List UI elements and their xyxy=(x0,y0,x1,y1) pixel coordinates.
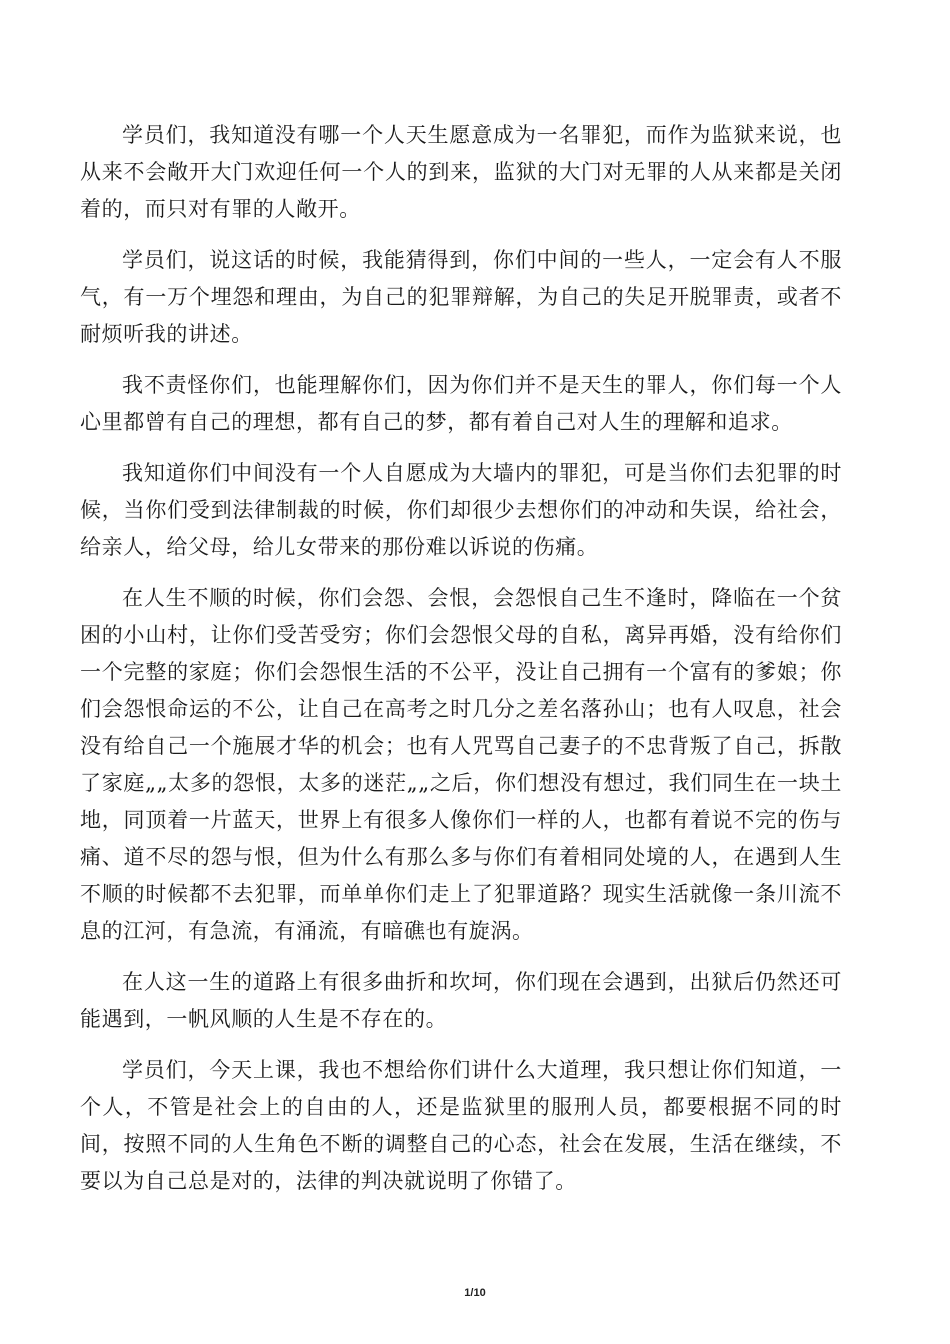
paragraph: 学员们，今天上课，我也不想给你们讲什么大道理，我只想让你们知道，一个人，不管是社会上的自由的人，还是监狱里的服刑人员，都要根据不同的时间，按照不同的人生角色不断的调整自己的心态，社会在发展，生活在继续，不要以为自己总是对的，法律的判决就说明了你错了。 xyxy=(80,1058,842,1193)
paragraph: 我不责怪你们，也能理解你们，因为你们并不是天生的罪人，你们每一个人心里都曾有自己的理想，都有自己的梦，都有着自己对人生的理解和追求。 xyxy=(80,373,842,434)
paragraph: 我知道你们中间没有一个人自愿成为大墙内的罪犯，可是当你们去犯罪的时候，当你们受到法律制裁的时候，你们却很少去想你们的冲动和失误，给社会，给亲人，给父母，给儿女带来的那份难以诉说的伤痛。 xyxy=(80,461,842,559)
paragraph: 在人生不顺的时候，你们会怨、会恨，会怨恨自己生不逢时，降临在一个贫困的小山村，让你们受苦受穷；你们会怨恨父母的自私，离异再婚，没有给你们一个完整的家庭；你们会怨恨生活的不公平，没让自己拥有一个富有的爹娘；你们会怨恨命运的不公，让自己在高考之时几分之差名落孙山；也有人叹息，社会没有给自己一个施展才华的机会；也有人咒骂自己妻子的不忠背叛了自己，拆散了家庭„„太多的怨恨，太多的迷茫„„之后，你们想没有想过，我们同生在一块土地，同顶着一片蓝天，世界上有很多人像你们一样的人，也都有着说不完的伤与痛、道不尽的怨与恨，但为什么有那么多与你们有着相同处境的人，在遇到人生不顺的时候都不去犯罪，而单单你们走上了犯罪道路？现实生活就像一条川流不息的江河，有急流，有涌流，有暗礁也有旋涡。 xyxy=(80,586,842,943)
paragraph: 在人这一生的道路上有很多曲折和坎坷，你们现在会遇到，出狱后仍然还可能遇到，一帆风顺的人生是不存在的。 xyxy=(80,970,842,1031)
page-number: 1/10 xyxy=(464,1287,486,1299)
paragraph: 学员们，说这话的时候，我能猜得到，你们中间的一些人，一定会有人不服气，有一万个埋怨和理由，为自己的犯罪辩解，为自己的失足开脱罪责，或者不耐烦听我的讲述。 xyxy=(80,248,842,346)
document-body xyxy=(80,117,842,1214)
paragraph: 学员们，我知道没有哪一个人天生愿意成为一名罪犯，而作为监狱来说，也从来不会敞开大门欢迎任何一个人的到来，监狱的大门对无罪的人从来都是关闭着的，而只对有罪的人敞开。 xyxy=(80,123,842,221)
